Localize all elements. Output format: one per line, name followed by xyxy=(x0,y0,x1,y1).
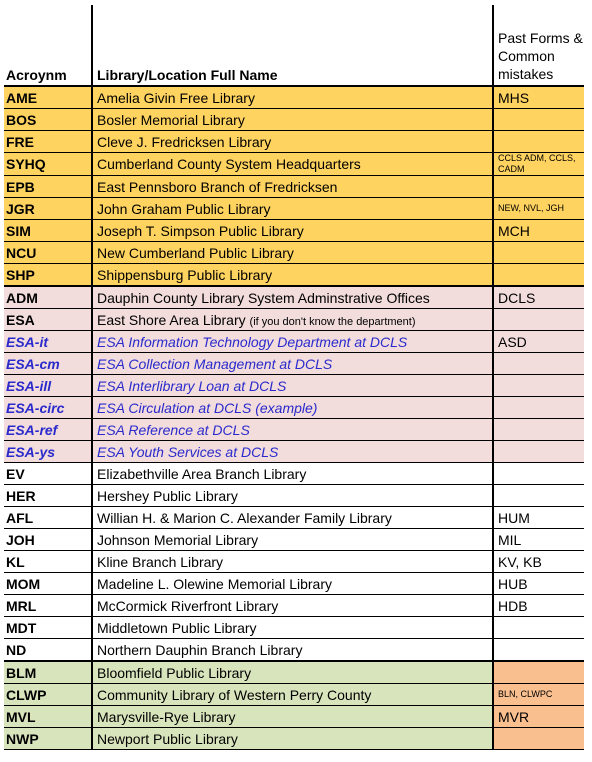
acronym-cell[interactable]: BLM xyxy=(4,661,92,684)
table-row xyxy=(4,617,584,639)
full-name-cell[interactable] xyxy=(92,529,493,551)
past-forms-cell[interactable] xyxy=(493,176,584,198)
full-name-text: Joseph T. Simpson Public Library xyxy=(97,222,304,239)
table-row xyxy=(4,397,584,419)
full-name-cell[interactable] xyxy=(92,176,493,198)
full-name-cell[interactable] xyxy=(92,684,493,706)
table-row xyxy=(4,131,584,153)
full-name-cell[interactable] xyxy=(92,441,493,463)
full-name-cell[interactable] xyxy=(92,639,493,662)
acronym-cell[interactable]: ESA-circ xyxy=(4,397,92,419)
table-row xyxy=(4,573,584,595)
table-row xyxy=(4,639,584,662)
table-row xyxy=(4,220,584,242)
full-name-cell[interactable] xyxy=(92,309,493,331)
past-forms-cell[interactable] xyxy=(493,728,584,750)
past-forms-cell[interactable] xyxy=(493,485,584,507)
table-row xyxy=(4,595,584,617)
full-name-text: Elizabethville Area Branch Library xyxy=(97,465,307,482)
acronym-cell[interactable]: CLWP xyxy=(4,684,92,706)
full-name-text: ESA Circulation at DCLS (example) xyxy=(97,399,318,416)
table-row xyxy=(4,109,584,131)
name-note: (if you don't know the department) xyxy=(249,315,416,328)
acronym-cell[interactable]: SIM xyxy=(4,220,92,242)
past-forms-cell[interactable]: NEW, NVL, JGH xyxy=(493,198,584,220)
acronym-cell[interactable]: JOH xyxy=(4,529,92,551)
full-name-cell[interactable] xyxy=(92,728,493,750)
full-name-text: East Pennsboro Branch of Fredricksen xyxy=(97,178,338,195)
past-forms-cell[interactable]: ASD xyxy=(493,331,584,353)
table-body xyxy=(4,86,584,750)
past-forms-cell[interactable] xyxy=(493,617,584,639)
acronym-cell[interactable]: BOS xyxy=(4,109,92,131)
full-name-text: Shippensburg Public Library xyxy=(97,266,273,283)
table-row xyxy=(4,661,584,684)
table-row xyxy=(4,309,584,331)
full-name-text: Newport Public Library xyxy=(97,730,238,747)
table-row xyxy=(4,375,584,397)
full-name-text: ESA Collection Management at DCLS xyxy=(97,355,333,372)
past-forms-cell[interactable]: BLN, CLWPC xyxy=(493,684,584,706)
acronym-cell[interactable]: FRE xyxy=(4,131,92,153)
full-name-cell[interactable] xyxy=(92,507,493,529)
full-name-cell[interactable] xyxy=(92,397,493,419)
full-name-cell[interactable] xyxy=(92,353,493,375)
acronym-header[interactable]: Acroynm xyxy=(4,5,92,86)
past-forms-cell[interactable]: DCLS xyxy=(493,286,584,309)
acronym-cell[interactable]: ESA-ref xyxy=(4,419,92,441)
full-name-cell[interactable] xyxy=(92,220,493,242)
full-name-cell[interactable] xyxy=(92,86,493,109)
full-name-text: Bosler Memorial Library xyxy=(97,111,245,128)
full-name-cell[interactable] xyxy=(92,153,493,176)
full-name-cell[interactable] xyxy=(92,286,493,309)
past-forms-cell[interactable] xyxy=(493,264,584,287)
full-name-text: ESA Information Technology Department at DCLS xyxy=(97,333,408,350)
table-row xyxy=(4,353,584,375)
past-forms-cell[interactable]: CCLS ADM, CCLS, CADM xyxy=(493,153,584,176)
table-row xyxy=(4,264,584,287)
acronym-cell[interactable]: ESA-cm xyxy=(4,353,92,375)
acronym-cell[interactable]: NWP xyxy=(4,728,92,750)
full-name-cell[interactable] xyxy=(92,661,493,684)
past-forms-header[interactable]: Past Forms & Common mistakes xyxy=(493,5,584,86)
full-name-cell[interactable] xyxy=(92,109,493,131)
acronym-cell[interactable]: ND xyxy=(4,639,92,662)
past-forms-cell[interactable] xyxy=(493,661,584,684)
past-forms-cell[interactable]: HDB xyxy=(493,595,584,617)
acronym-cell[interactable]: ESA xyxy=(4,309,92,331)
full-name-text: East Shore Area Library xyxy=(97,311,246,328)
full-name-cell[interactable] xyxy=(92,463,493,485)
full-name-text: Northern Dauphin Branch Library xyxy=(97,641,303,658)
past-forms-cell[interactable]: MCH xyxy=(493,220,584,242)
acronym-cell[interactable]: SYHQ xyxy=(4,153,92,176)
full-name-text: Community Library of Western Perry County xyxy=(97,686,372,703)
acronym-cell[interactable]: MDT xyxy=(4,617,92,639)
full-name-text: Marysville-Rye Library xyxy=(97,708,236,725)
full-name-text: Cumberland County System Headquarters xyxy=(97,156,361,172)
table-row xyxy=(4,153,584,176)
past-forms-cell[interactable]: HUM xyxy=(493,507,584,529)
past-forms-cell[interactable]: MHS xyxy=(493,86,584,109)
acronym-cell[interactable]: ADM xyxy=(4,286,92,309)
past-forms-cell[interactable]: MIL xyxy=(493,529,584,551)
table-row xyxy=(4,331,584,353)
past-forms-cell[interactable] xyxy=(493,463,584,485)
full-name-cell[interactable] xyxy=(92,617,493,639)
table-row xyxy=(4,86,584,109)
table-row xyxy=(4,728,584,750)
full-name-text: ESA Youth Services at DCLS xyxy=(97,443,279,460)
full-name-text: Dauphin County Library System Adminstrative Offices xyxy=(97,289,430,306)
past-forms-cell[interactable] xyxy=(493,397,584,419)
header-row xyxy=(4,5,584,86)
acronym-cell[interactable]: ESA-ys xyxy=(4,441,92,463)
full-name-text: John Graham Public Library xyxy=(97,200,271,217)
full-name-cell[interactable] xyxy=(92,375,493,397)
past-forms-cell[interactable] xyxy=(493,109,584,131)
table-row xyxy=(4,419,584,441)
table-row xyxy=(4,706,584,728)
acronym-cell[interactable]: ESA-ill xyxy=(4,375,92,397)
table-row xyxy=(4,551,584,573)
table-row xyxy=(4,507,584,529)
acronym-cell[interactable]: JGR xyxy=(4,198,92,220)
acronym-cell[interactable]: EPB xyxy=(4,176,92,198)
full-name-cell[interactable] xyxy=(92,595,493,617)
acronym-cell[interactable]: AME xyxy=(4,86,92,109)
past-forms-cell[interactable]: HUB xyxy=(493,573,584,595)
past-forms-cell[interactable] xyxy=(493,419,584,441)
table-row xyxy=(4,176,584,198)
full-name-text: ESA Interlibrary Loan at DCLS xyxy=(97,377,287,394)
full-name-header[interactable]: Library/Location Full Name xyxy=(92,5,493,86)
acronym-cell[interactable]: MRL xyxy=(4,595,92,617)
acronym-cell[interactable]: KL xyxy=(4,551,92,573)
past-forms-cell[interactable] xyxy=(493,309,584,331)
acronym-cell[interactable]: EV xyxy=(4,463,92,485)
full-name-text: Hershey Public Library xyxy=(97,487,238,504)
acronym-cell[interactable]: ESA-it xyxy=(4,331,92,353)
full-name-text: McCormick Riverfront Library xyxy=(97,597,279,614)
full-name-text: Willian H. & Marion C. Alexander Family Library xyxy=(97,509,392,526)
past-forms-cell[interactable] xyxy=(493,639,584,662)
full-name-text: Cleve J. Fredricksen Library xyxy=(97,133,272,150)
acronym-cell[interactable]: SHP xyxy=(4,264,92,287)
table-row xyxy=(4,242,584,264)
full-name-text: Bloomfield Public Library xyxy=(97,664,252,681)
acronym-cell[interactable]: MVL xyxy=(4,706,92,728)
acronym-cell[interactable]: AFL xyxy=(4,507,92,529)
full-name-text: ESA Reference at DCLS xyxy=(97,421,250,438)
full-name-cell[interactable] xyxy=(92,419,493,441)
full-name-cell[interactable] xyxy=(92,198,493,220)
acronym-cell[interactable]: HER xyxy=(4,485,92,507)
past-forms-cell[interactable] xyxy=(493,242,584,264)
full-name-text: Kline Branch Library xyxy=(97,553,224,570)
table-row xyxy=(4,485,584,507)
full-name-cell[interactable] xyxy=(92,706,493,728)
full-name-cell[interactable] xyxy=(92,551,493,573)
past-forms-cell[interactable] xyxy=(493,353,584,375)
full-name-text: Middletown Public Library xyxy=(97,619,257,636)
table-row xyxy=(4,198,584,220)
full-name-cell[interactable] xyxy=(92,573,493,595)
full-name-cell[interactable] xyxy=(92,131,493,153)
table-row xyxy=(4,684,584,706)
past-forms-cell[interactable] xyxy=(493,131,584,153)
library-acronym-table xyxy=(4,5,584,750)
table-row xyxy=(4,463,584,485)
full-name-text: Madeline L. Olewine Memorial Library xyxy=(97,575,332,592)
past-forms-cell[interactable] xyxy=(493,375,584,397)
full-name-text: Amelia Givin Free Library xyxy=(97,89,255,106)
acronym-cell[interactable]: MOM xyxy=(4,573,92,595)
full-name-cell[interactable] xyxy=(92,242,493,264)
past-forms-cell[interactable]: MVR xyxy=(493,706,584,728)
past-forms-cell[interactable]: KV, KB xyxy=(493,551,584,573)
acronym-cell[interactable]: NCU xyxy=(4,242,92,264)
table-row xyxy=(4,441,584,463)
table-row xyxy=(4,286,584,309)
full-name-cell[interactable] xyxy=(92,264,493,287)
table-row xyxy=(4,529,584,551)
full-name-text: New Cumberland Public Library xyxy=(97,244,294,261)
full-name-text: Johnson Memorial Library xyxy=(97,531,259,548)
full-name-cell[interactable] xyxy=(92,331,493,353)
full-name-cell[interactable] xyxy=(92,485,493,507)
past-forms-cell[interactable] xyxy=(493,441,584,463)
